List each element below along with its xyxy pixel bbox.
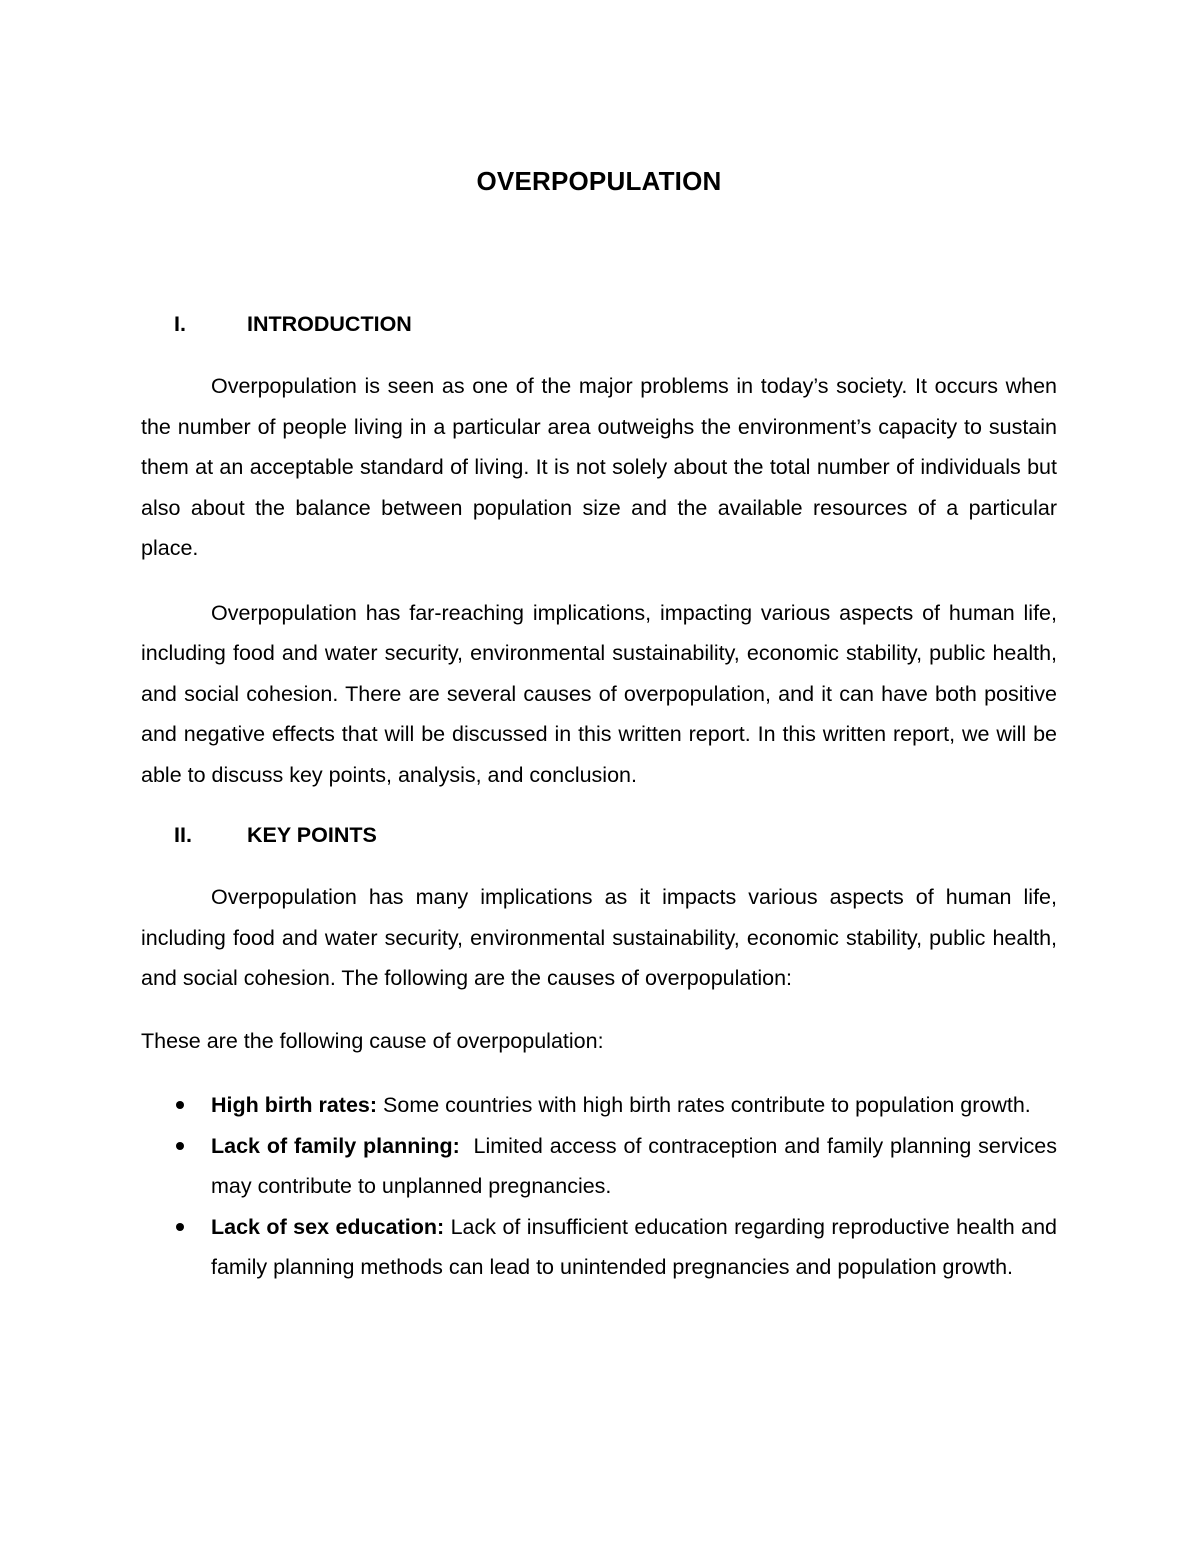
list-item	[141, 1085, 1057, 1126]
list-item	[141, 1126, 1057, 1207]
causes-list	[141, 1085, 1057, 1288]
list-item	[141, 1207, 1057, 1288]
document-title: OVERPOPULATION	[476, 166, 722, 196]
cause-term: Lack of family planning:	[211, 1133, 460, 1158]
cause-description: Limited access of contraception and family planning services may contribute to unplanned pregnancies.	[211, 1133, 1058, 1198]
section-number: II.	[174, 823, 192, 847]
cause-description: Some countries with high birth rates contribute to population growth.	[383, 1093, 1031, 1117]
key-points-paragraph: Overpopulation has many implications as it impacts various aspects of human life, including food and water security, environmental sustainability, economic stability, public health, and social cohesion. The following are the causes of overpopulation:	[141, 885, 1057, 990]
intro-paragraph-1: Overpopulation is seen as one of the major problems in today’s society. It occurs when the number of people living in a particular area outweighs the environment’s capacity to sustain them at an acceptable standard of living. It is not solely about the total number of individuals but also about the balance between population size and the available resources of a particular place.	[141, 374, 1057, 560]
cause-term: High birth rates:	[211, 1093, 378, 1117]
causes-intro: These are the following cause of overpopulation:	[141, 1028, 604, 1053]
bullet-icon	[176, 1101, 184, 1109]
bullet-icon	[176, 1142, 184, 1150]
section-title: INTRODUCTION	[247, 312, 412, 336]
intro-paragraph-2: Overpopulation has far-reaching implications, impacting various aspects of human life, including food and water security, environmental sustainability, economic stability, public health, and social cohesion. There are several causes of overpopulation, and it can have both positive and negative effects that will be discussed in this written report. In this written report, we will be able to discuss key points, analysis, and conclusion.	[141, 600, 1057, 787]
bullet-icon	[176, 1223, 184, 1231]
section-number: I.	[174, 312, 186, 336]
section-heading-key-points	[141, 821, 1057, 849]
cause-term: Lack of sex education:	[211, 1214, 445, 1239]
cause-description: Lack of insufficient education regarding reproductive health and family planning methods can lead to unintended pregnancies and population growth.	[211, 1214, 1057, 1279]
document-content	[141, 165, 1057, 1288]
section-title: KEY POINTS	[247, 823, 377, 847]
section-heading-introduction	[141, 310, 1057, 338]
